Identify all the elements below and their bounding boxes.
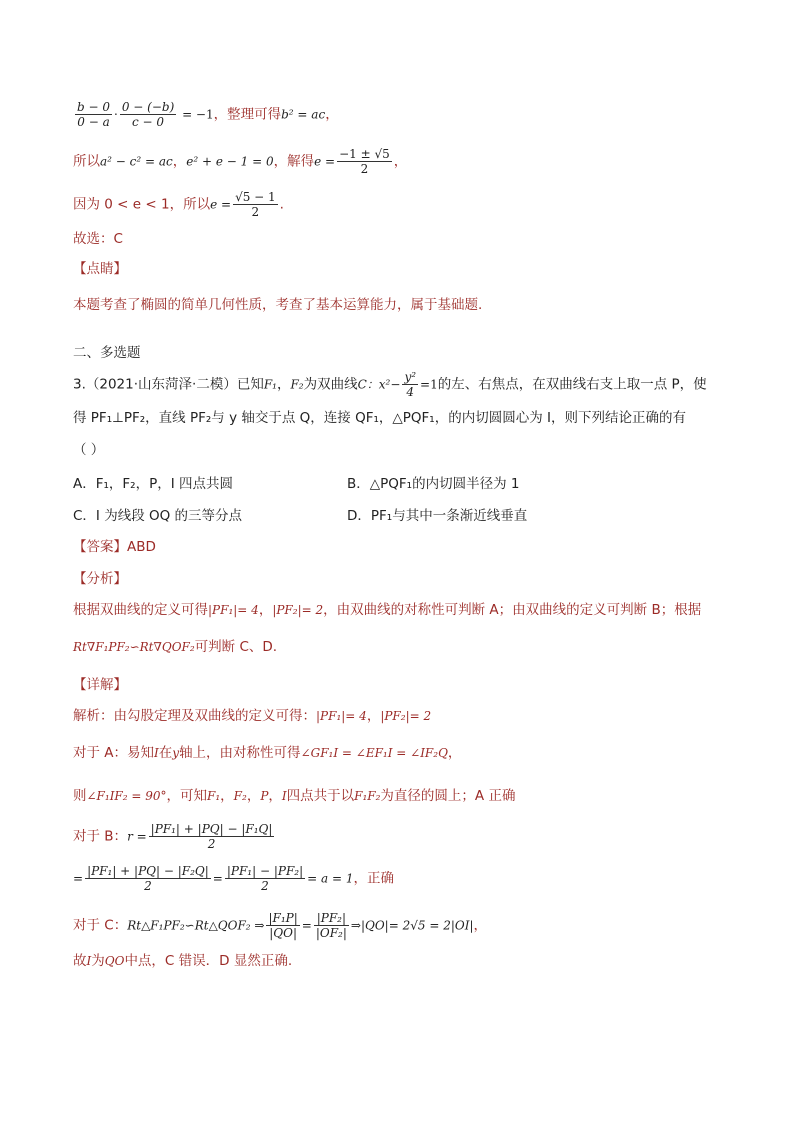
fraction: $\frac{\text{|F₁P|}}{|QO|}$ [268,911,298,940]
fraction: $\frac{\text{|PF₁| + |PQ| − |F₂Q|}}{2}$ [87,864,209,893]
detail-line-3: 则∠F₁IF₂ = 90°，可知F₁，F₂，P，I四点共于以F₁F₂为直径的圆上；A 正确 [73,788,516,804]
question-line-2: 得 PF₁⊥PF₂，直线 PF₂与 y 轴交于点 Q，连接 QF₁，△PQF₁，的内切圆圆心为 I，则下列结论正确的有 [73,410,686,426]
fenxi-line-2: Rt∇F₁PF₂∽Rt∇QOF₂可判断 C、D. [73,639,278,655]
fenxi-line-1: 根据双曲线的定义可得|PF₁|= 4，|PF₂|= 2，由双曲线的对称性可判断 A；由双曲线的定义可判断 B；根据 [73,602,702,618]
fraction: $\frac{-1 \pm √5}{2}$ [339,147,390,176]
answer-title: 【答案】ABD [73,539,156,555]
answer-line: 故选：C [73,231,123,247]
fraction: $\frac{\text{|PF₁| + |PQ| − |F₁Q|}}{2}$ [150,822,273,851]
option-d: D．PF₁与其中一条渐近线垂直 [347,508,528,524]
section-title: 二、多选题 [73,345,141,361]
fraction: $\frac{b - 0}{0 - a}$ [77,100,110,129]
question-line-3: （ ） [73,442,105,458]
dianjing-body: 本题考查了椭圆的简单几何性质，考查了基本运算能力，属于基础题. [73,297,483,313]
fraction: $\frac{\text{|PF₁| − |PF₂|}}{2}$ [226,864,304,893]
detail-line-1: 解析：由勾股定理及双曲线的定义可得：|PF₁|= 4，|PF₂|= 2 [73,708,432,724]
detail-line-7: 故I为QO中点，C 错误．D 显然正确. [73,953,293,969]
detail-line-6: 对于 C：Rt△F₁PF₂∽Rt△QOF₂ ⇒ $\frac{\text{|F₁P|}}{|QO|}$ = $\frac{\text{|PF₂|}}{\text{|OF₂|}}$ ⇒|QO|= 2√5 = 2|OI|， [73,911,487,940]
option-b: B．△PQF₁的内切圆半径为 1 [347,476,520,492]
solution-line-2: 所以a² − c² = ac，e² + e − 1 = 0，解得e = $\frac{-1 \pm √5}{2}$ ， [73,147,408,176]
option-c: C．I 为线段 OQ 的三等分点 [73,508,243,524]
solution-line-3: 因为 0 < e < 1，所以e = $\frac{√5 - 1}{2}$ . [73,190,284,219]
option-a: A．F₁，F₂，P，I 四点共圆 [73,476,234,492]
fraction: $\frac{√5 - 1}{2}$ [235,190,276,219]
xiangjie-title: 【详解】 [73,677,127,693]
detail-line-2: 对于 A：易知I在y轴上，由对称性可得∠GF₁I = ∠EF₁I = ∠IF₂Q， [73,745,462,761]
fraction: $\frac{\text{|PF₂|}}{\text{|OF₂|}}$ [315,911,347,940]
fenxi-title: 【分析】 [73,571,127,587]
detail-line-4: 对于 B：r = $\frac{\text{|PF₁| + |PQ| − |F₁Q|}}{2}$ [73,822,273,851]
question-line-1: 3.（2021·山东菏泽·二模）已知F₁，F₂为双曲线C：x²− $\frac{\text{y²}}{4}$ =1的左、右焦点，在双曲线右支上取一点 P，使 [73,370,707,399]
fraction: $\frac{\text{y²}}{4}$ [404,370,417,399]
detail-line-5: = $\frac{\text{|PF₁| + |PQ| − |F₂Q|}}{2}$ = $\frac{\text{|PF₁| − |PF₂|}}{2}$ = a = 1，正确 [73,864,394,893]
solution-line-1: $\frac{b - 0}{0 - a}$ · $\frac{0 - (-b)}{c - 0}$ = −1，整理可得b² = ac， [77,100,339,129]
dianjing-title: 【点睛】 [73,261,127,277]
fraction: $\frac{0 - (-b)}{c - 0}$ [121,100,175,129]
